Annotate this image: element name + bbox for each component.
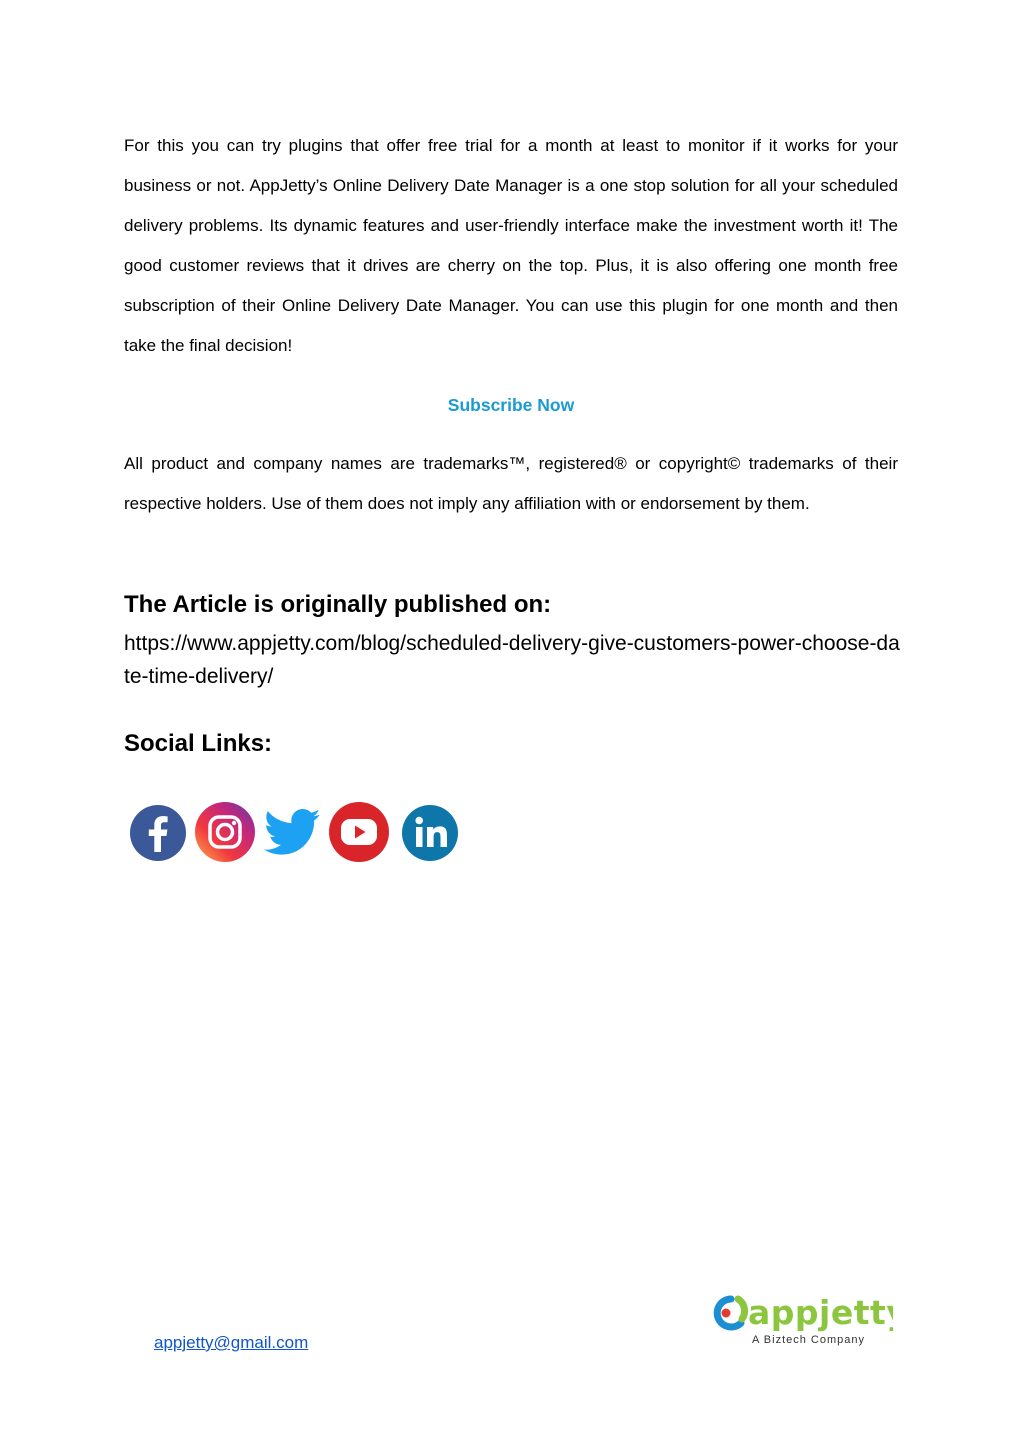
svg-text:appjetty: appjetty [748, 1293, 893, 1332]
appjetty-logo-mark [708, 1292, 893, 1352]
facebook-icon[interactable] [128, 802, 188, 862]
appjetty-logo [708, 1292, 893, 1352]
contact-email-link[interactable]: appjetty@gmail.com [154, 1333, 309, 1352]
twitter-icon[interactable] [262, 802, 322, 862]
social-links-heading: Social Links: [124, 730, 273, 757]
linkedin-icon[interactable] [400, 802, 460, 862]
article-url[interactable]: https://www.appjetty.com/blog/scheduled-delivery-give-customers-power-choose-date-time-delivery/ [124, 632, 900, 688]
article-source-heading: The Article is originally published on: [124, 591, 552, 618]
body-paragraph: For this you can try plugins that offer free trial for a month at least to monitor if it works for your business or not. AppJetty’s Online Delivery Date Manager is a one stop solution for all your scheduled delivery problems. Its dynamic features and user-friendly interface make the investment worth it! The good customer reviews that it drives are cherry on the top. Plus, it is also offering one month free subscription of their Online Delivery Date Manager. You can use this plugin for one month and then take the final decision! [124, 136, 898, 355]
instagram-icon[interactable] [195, 802, 255, 862]
subscribe-now-link[interactable]: Subscribe Now [447, 395, 575, 415]
trademark-disclaimer: All product and company names are trademarks™, registered® or copyright© trademarks of their respective holders. Use of them does not imply any affiliation with or endorsement by them. [124, 454, 898, 513]
svg-text:A Biztech Company: A Biztech Company [752, 1334, 865, 1346]
youtube-icon[interactable] [329, 802, 389, 862]
